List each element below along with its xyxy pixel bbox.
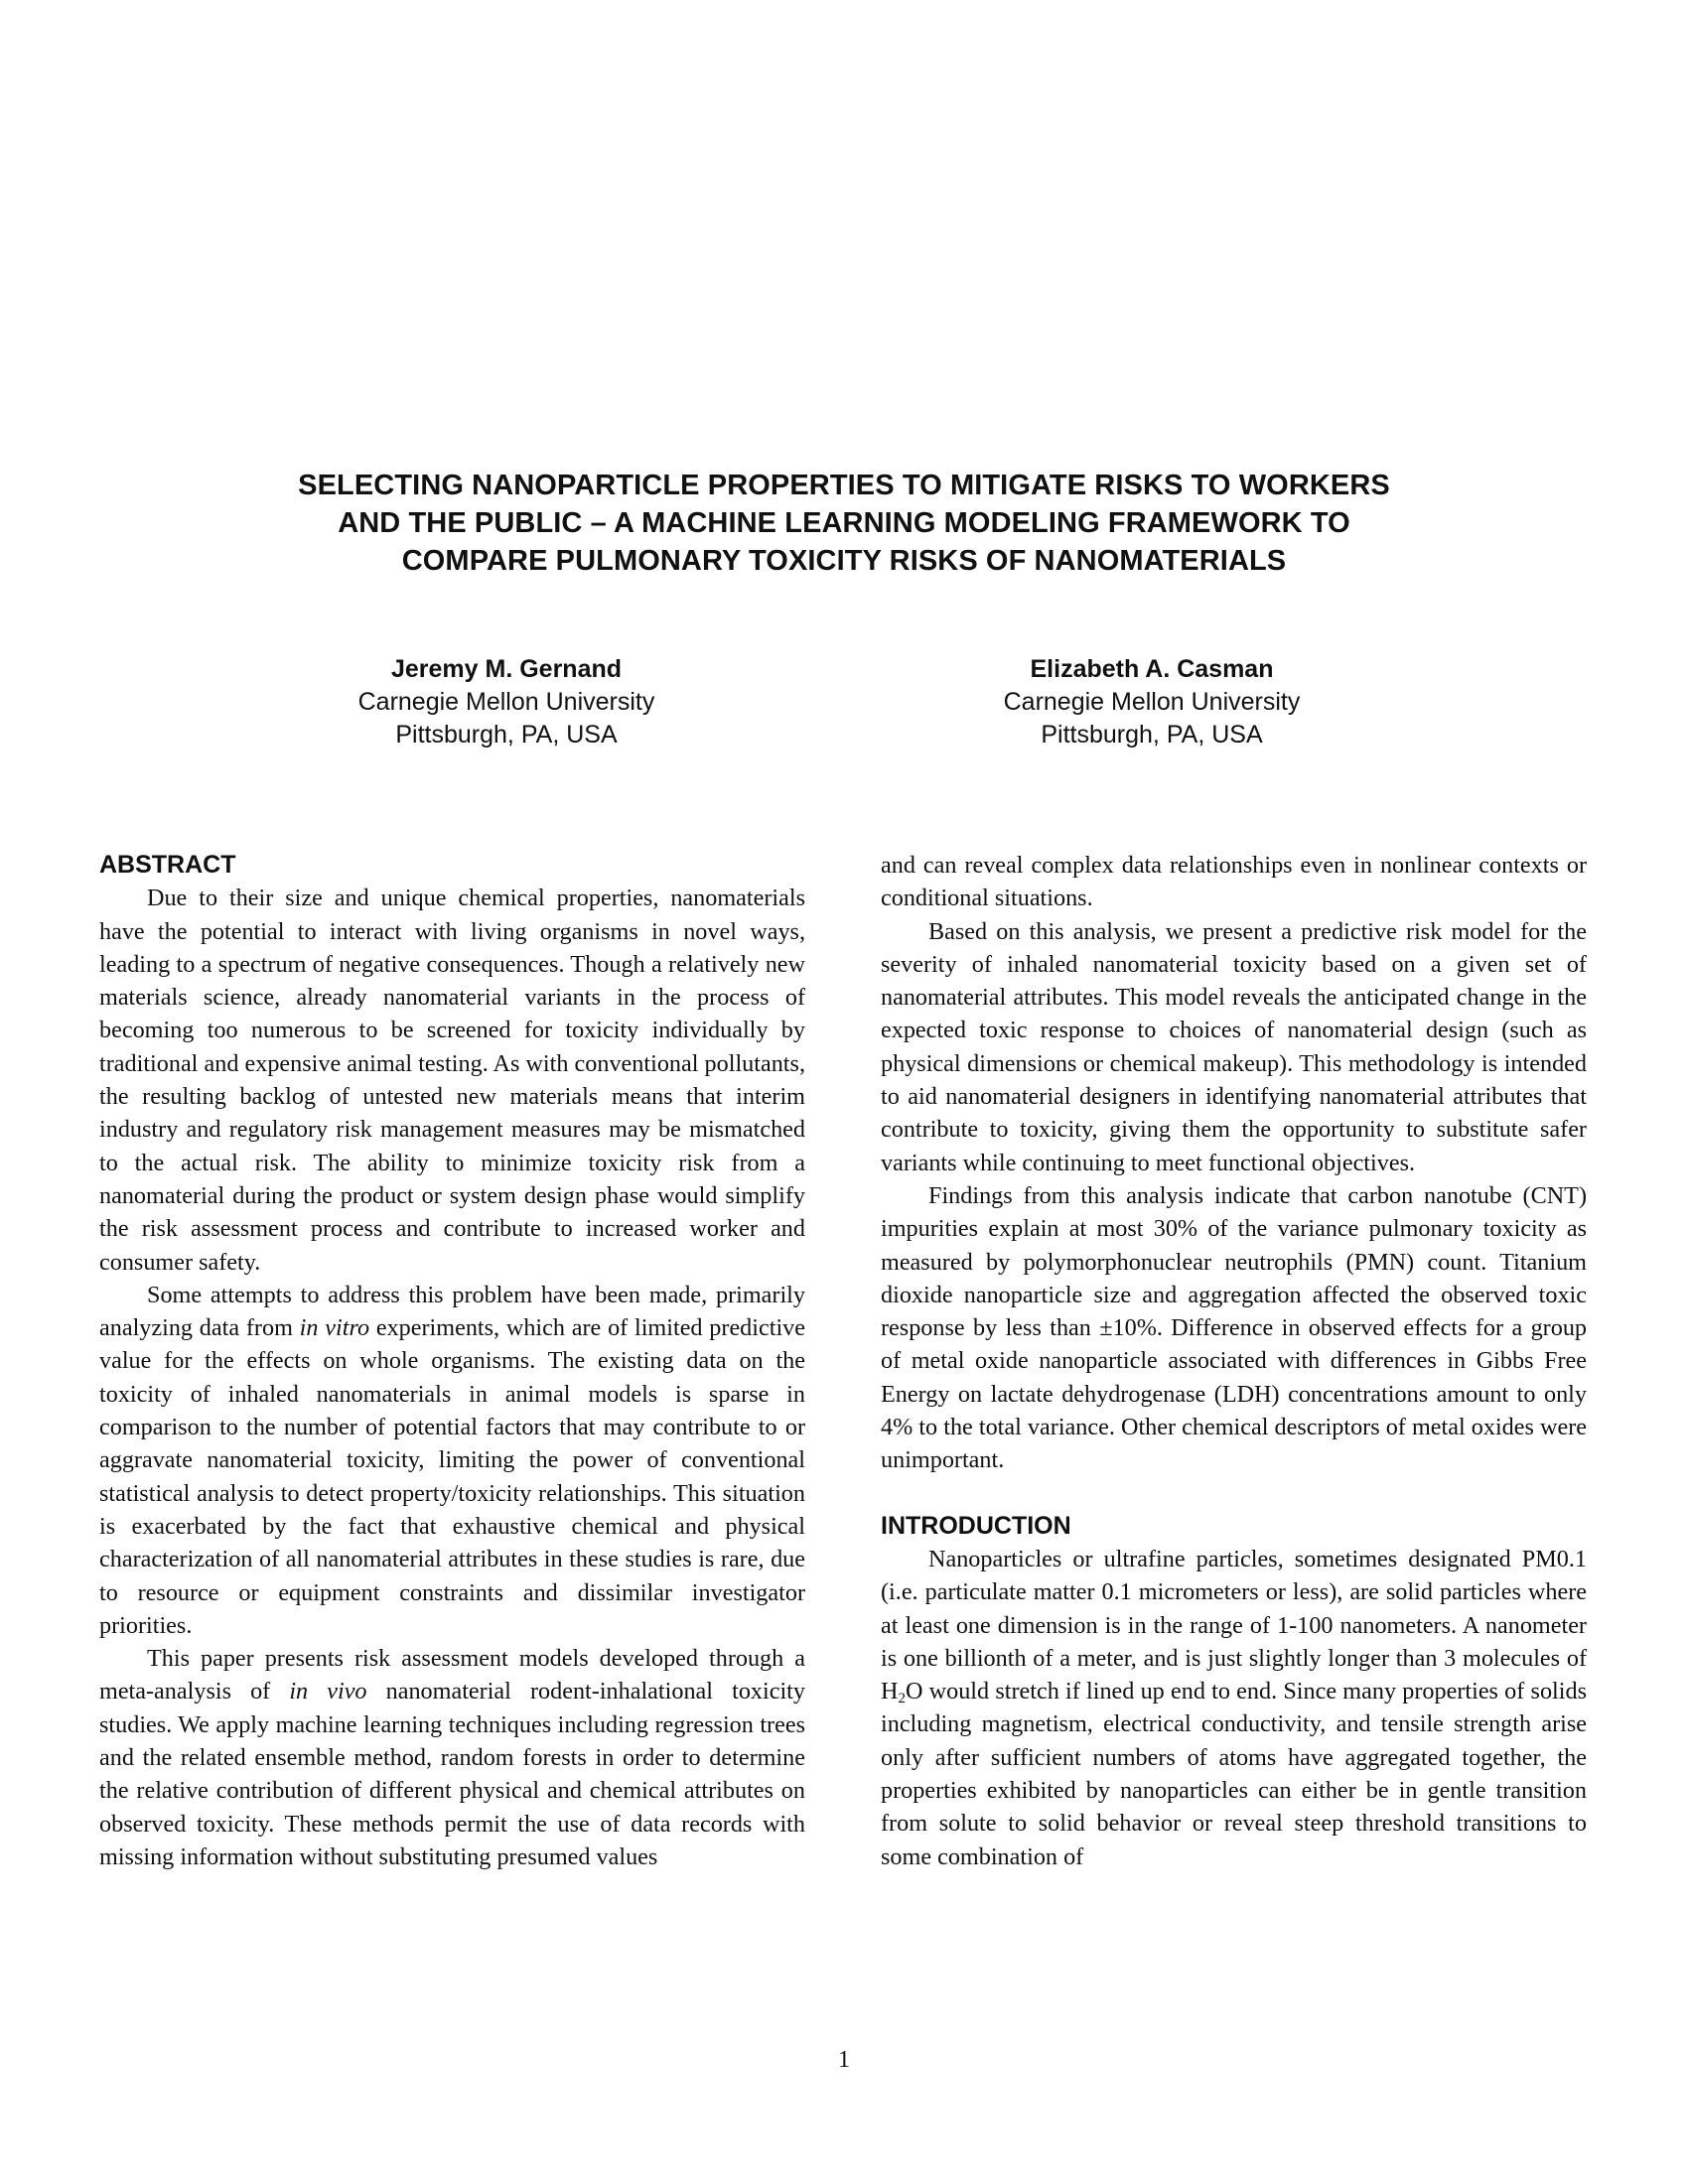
abstract-paragraph-1: Due to their size and unique chemical properties, nanomaterials have the potential to interact with living organisms in novel ways, leading to a spectrum of negative consequences. Though a relatively new materials science, already nanomaterial variants in the process of becoming too numerous to be screened for toxicity individually by traditional and expensive animal testing. As with conventional pollutants, the resulting backlog of untested new materials means that interim industry and regulatory risk management measures may be mismatched to the actual risk. The ability to minimize toxicity risk from a nanomaterial during the product or system design phase would simplify the risk assessment process and contribute to increased worker and consumer safety. (99, 885, 805, 1276)
page-number: 1 (838, 2047, 850, 2073)
italic-term: in vitro (299, 1314, 370, 1342)
abstract-paragraph-4: Based on this analysis, we present a predictive risk model for the severity of inhaled nanomaterial toxicity based on a given set of nanomaterial attributes. This model reveals the anticipated change in the expected toxic response to choices of nanomaterial design (such as physical dimensions or chemical makeup). This methodology is intended to aid nanomaterial designers in identifying nanomaterial attributes that contribute to toxicity, giving them the opportunity to substitute safer variants while continuing to meet functional objectives. (881, 917, 1587, 1176)
author-affiliation: Carnegie Mellon University (357, 688, 655, 716)
text-run: experiments, which are of limited predictive value for the effects on whole organisms. The existing data on the toxicity of inhaled nanomaterials in animal models is sparse in comparison to the number of potential factors that may contribute to or aggravate nanomaterial toxicity, limiting the power of conventional statistical analysis to detect property/toxicity relationships. This situation is exacerbated by the fact that exhaustive chemical and physical characterization of all nanomaterial attributes in these studies is rare, due to resource or equipment constraints and dissimilar investigator priorities. (99, 1314, 805, 1639)
text-run: O would stretch if lined up end to end. Since many properties of solids including magnetism, electrical conductivity, and tensile strength arise only after sufficient numbers of atoms have aggregated together, the properties exhibited by nanoparticles can either be in gentle transition from solute to solid behavior or reveal steep threshold transitions to some combination of (881, 1678, 1587, 1870)
title-line-2: AND THE PUBLIC – A MACHINE LEARNING MODELING FRAMEWORK TO (338, 507, 1350, 539)
abstract-paragraph-3-continued: and can reveal complex data relationships even in nonlinear contexts or conditional situations. (881, 852, 1587, 912)
title-line-3: COMPARE PULMONARY TOXICITY RISKS OF NANOMATERIALS (401, 545, 1287, 577)
subscript: 2 (898, 1691, 906, 1707)
author-name: Elizabeth A. Casman (1030, 655, 1274, 683)
text-run: Some attempts to address this problem have been made, primarily analyzing data from (99, 1281, 805, 1342)
paper-title (149, 467, 1539, 580)
abstract-heading: ABSTRACT (99, 851, 236, 879)
introduction-paragraph-1 (881, 1543, 1587, 1873)
author-affiliation: Carnegie Mellon University (1003, 688, 1301, 716)
right-column (881, 849, 1587, 1873)
text-run: nanomaterial rodent-inhalational toxicity studies. We apply machine learning techniques including regression trees and the related ensemble method, random forests in order to determine the relative contribution of different physical and chemical attributes on observed toxicity. These methods permit the use of data records with missing information without substituting presumed values (99, 1678, 805, 1870)
abstract-paragraph-2 (99, 1279, 805, 1642)
text-run: This paper presents risk assessment models developed through a meta-analysis of (99, 1645, 805, 1706)
introduction-heading: INTRODUCTION (881, 1511, 1071, 1540)
italic-term: in vivo (289, 1678, 367, 1706)
author-block-2 (894, 653, 1410, 751)
text-run: Nanoparticles or ultrafine particles, sometimes designated PM0.1 (i.e. particulate matter 0.1 micrometers or less), are solid particles where at least one dimension is in the range of 1-100 nanometers. A nanometer is one billionth of a meter, and is just slightly longer than 3 molecules of H (881, 1545, 1587, 1706)
left-column (99, 849, 805, 1873)
author-location: Pittsburgh, PA, USA (1041, 721, 1263, 749)
author-location: Pittsburgh, PA, USA (395, 721, 618, 749)
title-line-1: SELECTING NANOPARTICLE PROPERTIES TO MITIGATE RISKS TO WORKERS (298, 470, 1390, 501)
author-block-1 (248, 653, 765, 751)
author-name: Jeremy M. Gernand (390, 655, 623, 683)
abstract-paragraph-3 (99, 1642, 805, 1873)
abstract-paragraph-5: Findings from this analysis indicate that carbon nanotube (CNT) impurities explain at most 30% of the variance pulmonary toxicity as measured by polymorphonuclear neutrophils (PMN) count. Titanium dioxide nanoparticle size and aggregation affected the observed toxic response by less than ±10%. Difference in observed effects for a group of metal oxide nanoparticle associated with differences in Gibbs Free Energy on lactate dehydrogenase (LDH) concentrations amount to only 4% to the total variance. Other chemical descriptors of metal oxides were unimportant. (881, 1181, 1587, 1474)
